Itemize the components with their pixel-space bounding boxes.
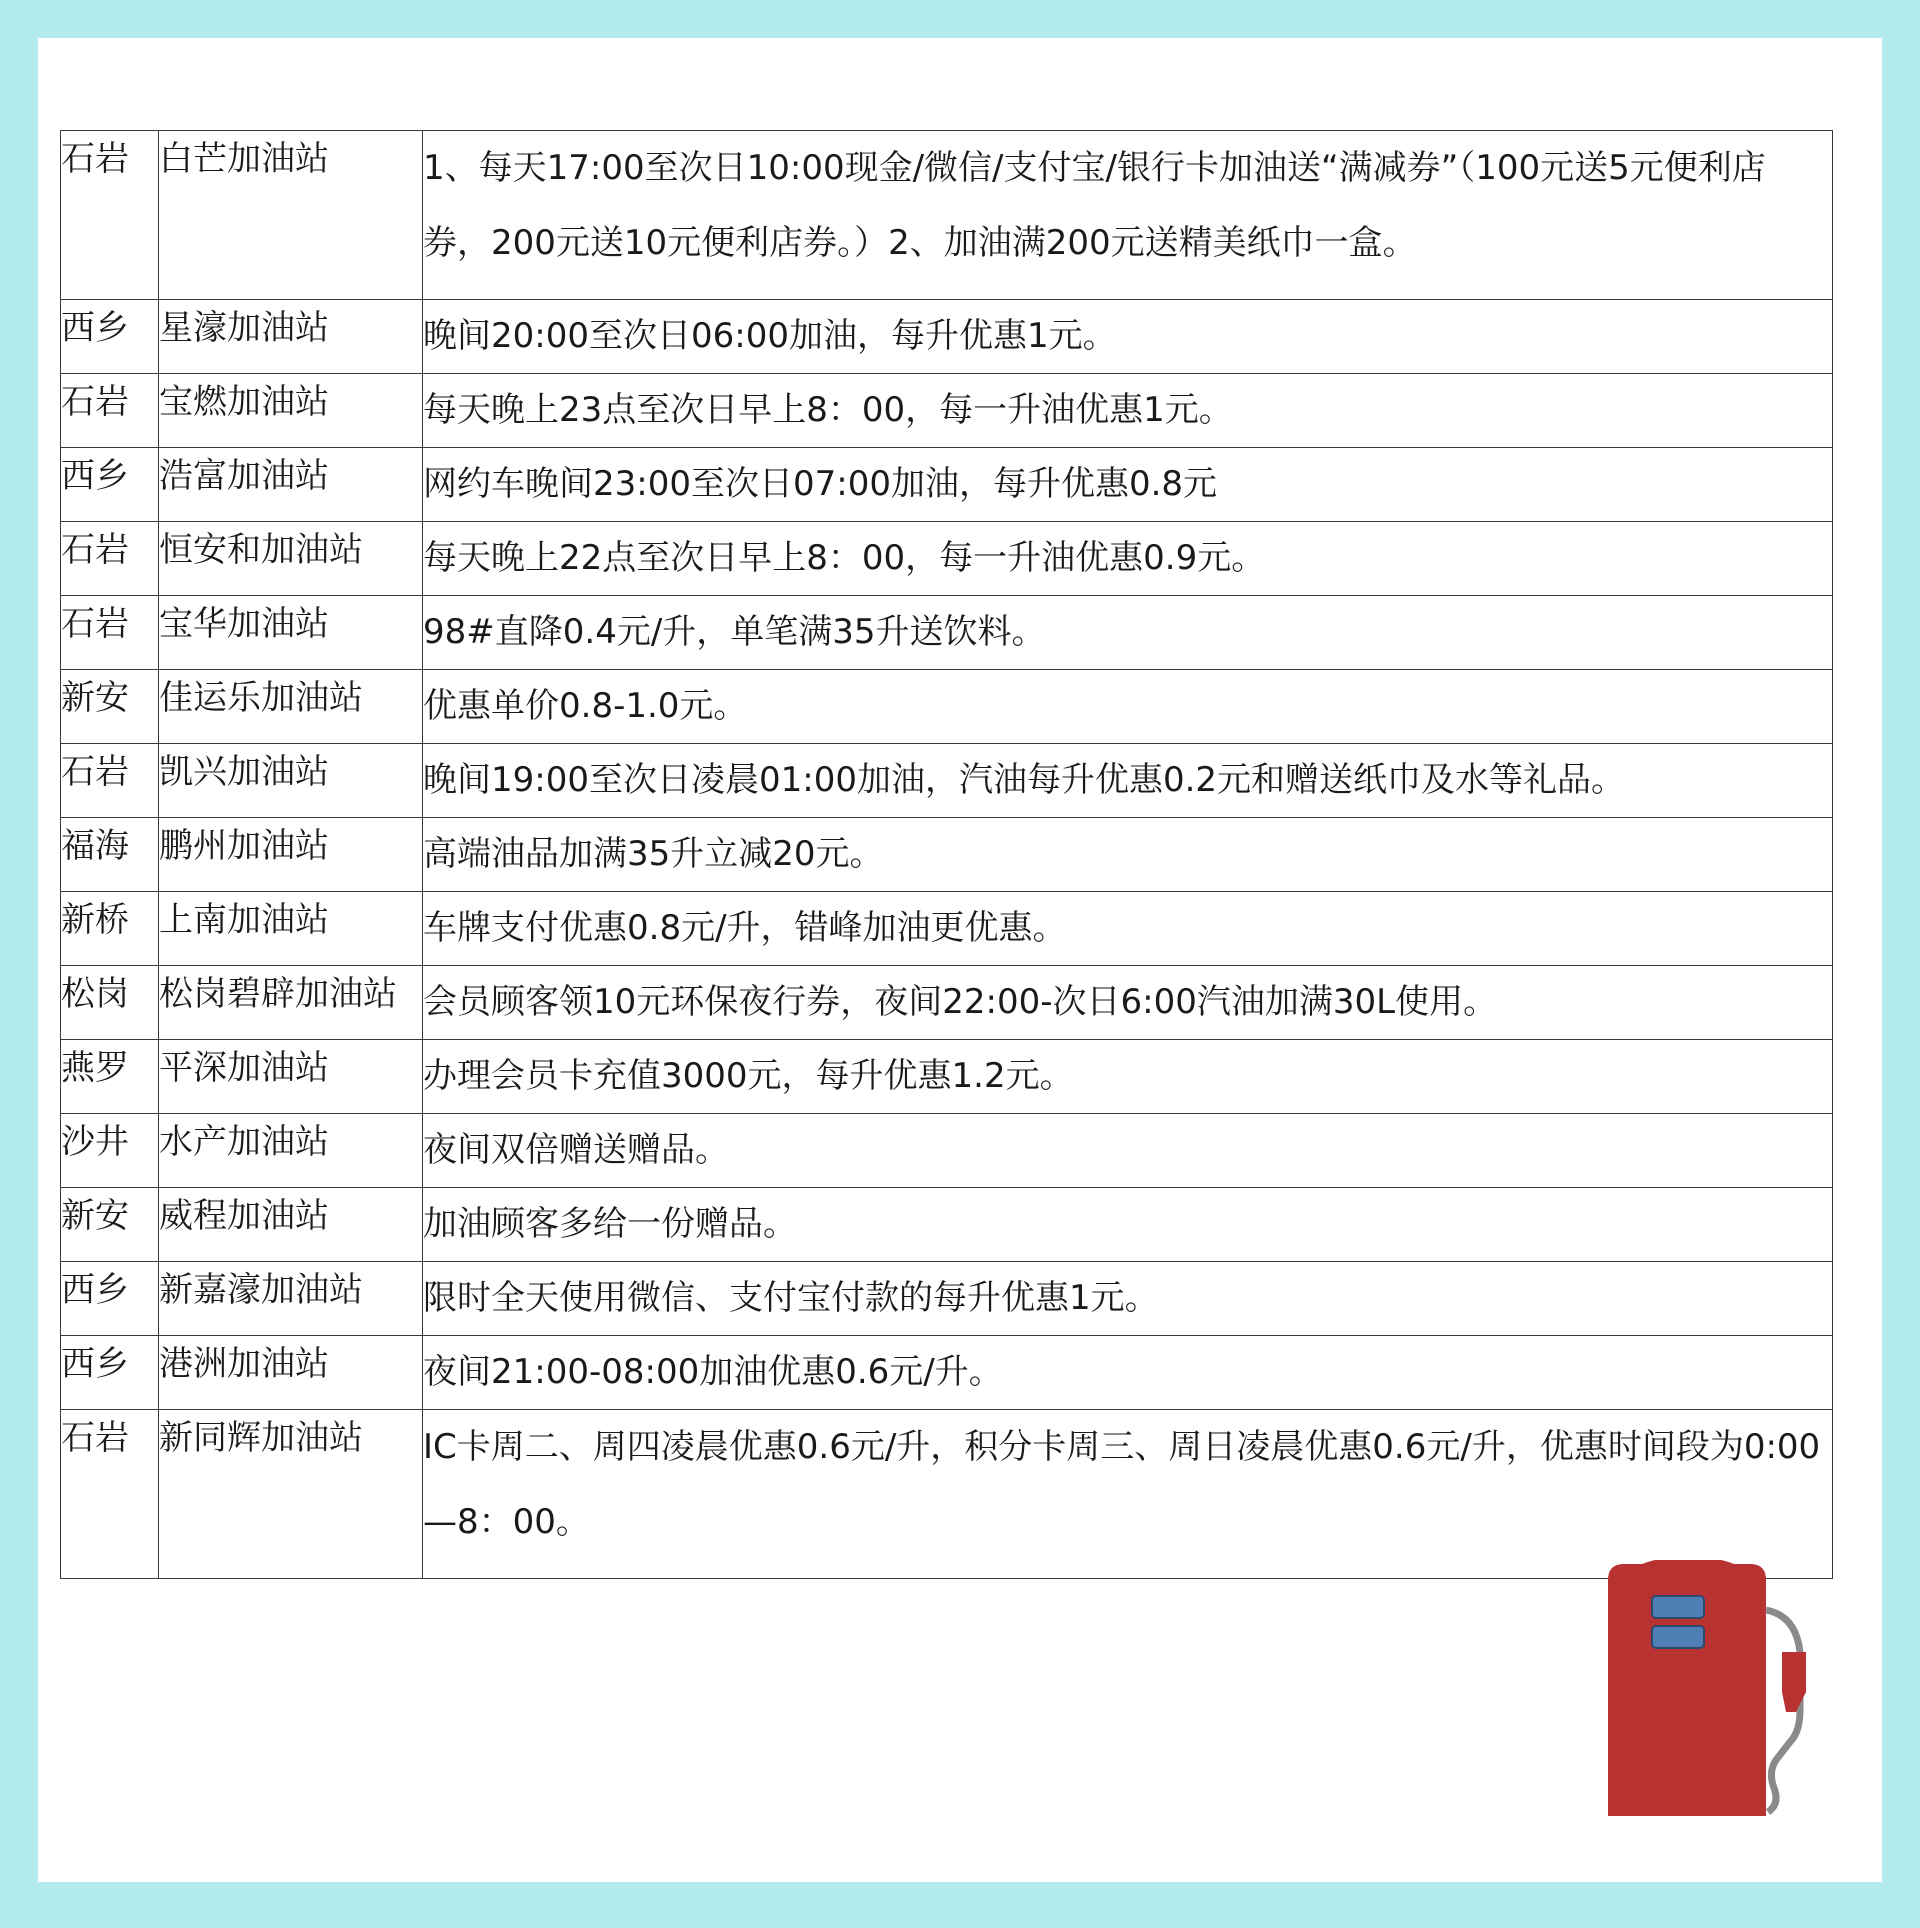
- offer-cell: 夜间21:00-08:00加油优惠0.6元/升。: [423, 1336, 1833, 1410]
- table-row: [61, 892, 1833, 966]
- offer-cell: 1、每天17:00至次日10:00现金/微信/支付宝/银行卡加油送“满减券”（100元送5元便利店券，200元送10元便利店券。）2、加油满200元送精美纸巾一盒。: [423, 131, 1833, 300]
- district-cell: 沙井: [61, 1114, 159, 1188]
- district-cell: 石岩: [61, 522, 159, 596]
- table-row: [61, 818, 1833, 892]
- fuel-pump-icon: [1600, 1560, 1818, 1820]
- table-row: [61, 1114, 1833, 1188]
- table-row: [61, 1188, 1833, 1262]
- station-cell: 宝燃加油站: [159, 374, 423, 448]
- station-cell: 鹏州加油站: [159, 818, 423, 892]
- station-cell: 星濠加油站: [159, 300, 423, 374]
- offer-cell: 晚间20:00至次日06:00加油，每升优惠1元。: [423, 300, 1833, 374]
- table-row: [61, 1262, 1833, 1336]
- table-row: [61, 670, 1833, 744]
- table-row: [61, 448, 1833, 522]
- offer-cell: 车牌支付优惠0.8元/升，错峰加油更优惠。: [423, 892, 1833, 966]
- station-cell: 上南加油站: [159, 892, 423, 966]
- table-row: [61, 966, 1833, 1040]
- district-cell: 新桥: [61, 892, 159, 966]
- station-cell: 威程加油站: [159, 1188, 423, 1262]
- station-cell: 浩富加油站: [159, 448, 423, 522]
- station-cell: 水产加油站: [159, 1114, 423, 1188]
- district-cell: 西乡: [61, 448, 159, 522]
- station-cell: 港洲加油站: [159, 1336, 423, 1410]
- district-cell: 石岩: [61, 596, 159, 670]
- station-cell: 平深加油站: [159, 1040, 423, 1114]
- station-cell: 新嘉濠加油站: [159, 1262, 423, 1336]
- table-row: [61, 131, 1833, 300]
- offer-cell: 晚间19:00至次日凌晨01:00加油，汽油每升优惠0.2元和赠送纸巾及水等礼品。: [423, 744, 1833, 818]
- station-cell: 松岗碧辟加油站: [159, 966, 423, 1040]
- promotions-table: [60, 130, 1833, 1579]
- district-cell: 石岩: [61, 131, 159, 300]
- district-cell: 石岩: [61, 744, 159, 818]
- station-cell: 白芒加油站: [159, 131, 423, 300]
- district-cell: 西乡: [61, 300, 159, 374]
- offer-cell: 加油顾客多给一份赠品。: [423, 1188, 1833, 1262]
- offer-cell: 优惠单价0.8-1.0元。: [423, 670, 1833, 744]
- district-cell: 石岩: [61, 374, 159, 448]
- offer-cell: 办理会员卡充值3000元，每升优惠1.2元。: [423, 1040, 1833, 1114]
- table-row: [61, 300, 1833, 374]
- offer-cell: 高端油品加满35升立减20元。: [423, 818, 1833, 892]
- offer-cell: 每天晚上23点至次日早上8：00，每一升油优惠1元。: [423, 374, 1833, 448]
- district-cell: 西乡: [61, 1262, 159, 1336]
- district-cell: 西乡: [61, 1336, 159, 1410]
- table-row: [61, 1040, 1833, 1114]
- offer-cell: 每天晚上22点至次日早上8：00，每一升油优惠0.9元。: [423, 522, 1833, 596]
- station-cell: 佳运乐加油站: [159, 670, 423, 744]
- table-row: [61, 374, 1833, 448]
- table-row: [61, 744, 1833, 818]
- pump-screen-top: [1652, 1596, 1704, 1618]
- district-cell: 新安: [61, 670, 159, 744]
- district-cell: 松岗: [61, 966, 159, 1040]
- table-row: [61, 1336, 1833, 1410]
- district-cell: 福海: [61, 818, 159, 892]
- offer-cell: 会员顾客领10元环保夜行券，夜间22:00-次日6:00汽油加满30L使用。: [423, 966, 1833, 1040]
- station-cell: 恒安和加油站: [159, 522, 423, 596]
- offer-cell: 限时全天使用微信、支付宝付款的每升优惠1元。: [423, 1262, 1833, 1336]
- district-cell: 石岩: [61, 1410, 159, 1579]
- station-cell: 宝华加油站: [159, 596, 423, 670]
- station-cell: 凯兴加油站: [159, 744, 423, 818]
- pump-screen-bottom: [1652, 1626, 1704, 1648]
- station-cell: 新同辉加油站: [159, 1410, 423, 1579]
- table-row: [61, 522, 1833, 596]
- table-row: [61, 596, 1833, 670]
- table-row: [61, 1410, 1833, 1579]
- district-cell: 新安: [61, 1188, 159, 1262]
- offer-cell: IC卡周二、周四凌晨优惠0.6元/升，积分卡周三、周日凌晨优惠0.6元/升，优惠时间段为0:00—8：00。: [423, 1410, 1833, 1579]
- offer-cell: 网约车晚间23:00至次日07:00加油，每升优惠0.8元: [423, 448, 1833, 522]
- offer-cell: 98#直降0.4元/升，单笔满35升送饮料。: [423, 596, 1833, 670]
- district-cell: 燕罗: [61, 1040, 159, 1114]
- offer-cell: 夜间双倍赠送赠品。: [423, 1114, 1833, 1188]
